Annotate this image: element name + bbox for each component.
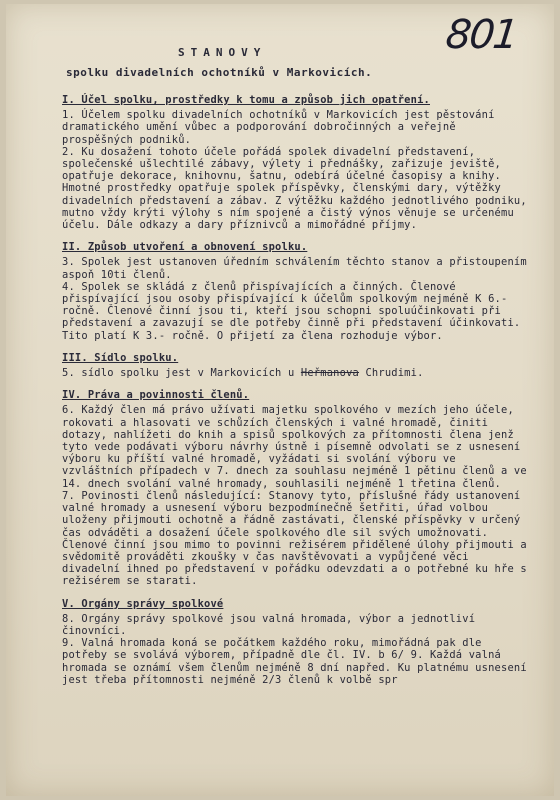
seat-text: 5. sídlo spolku jest v Markovicích u: [62, 367, 295, 380]
paragraph: 3. Spolek jest ustanoven úředním schválením těchto stanov a přistoupením aspoň 10ti členů.: [62, 256, 534, 281]
paragraph: 9. Valná hromada koná se počátkem každého roku, mimořádná pak dle potřeby se svolává výborem, případně dle čl. IV. b 6/ 9. Každá valná hromada se oznámí všem členům nejméně 8 dní napřed. Ku platnému usnesení jest třeba přítomnosti nejméně 2/3 členů k volbě spr: [62, 637, 534, 686]
section-heading: I. Účel spolku, prostředky k tomu a způsob jich opatření.: [62, 94, 430, 106]
document-page: [6, 4, 554, 796]
paragraph: 1. Účelem spolku divadelních ochotníků v Markovicích jest pěstování dramatického umění vůbec a podporování dobročinných a veřejně prospěšných podniků.: [62, 109, 501, 146]
section-heading: IV. Práva a povinnosti členů.: [62, 389, 250, 402]
document-subtitle: spolku divadelních ochotníků v Markovicích.: [66, 66, 373, 79]
document-title: STANOVY: [178, 46, 267, 59]
paragraph: 4. Spolek se skládá z členů přispívajících a činných. Členové přispívající jsou osoby přispívající k účelům spolkovým nejméně K 6.- ročně. Členové činní jsou ti, kteří jsou schopni spoluúčinkovati při představení a zavazují se dle potřeby činně při představení účinkovati. Tito platí K 3.- ročně. O přijetí za člena rozhoduje výbor.: [62, 280, 527, 342]
paragraph: 6. Každý člen má právo užívati majetku spolkového v mezích jeho účele, rokovati a hlasovati ve schůzích členských i valné hromadě, činiti dotazy, nahlížeti do knih a spisů spolkových za přítomnosti člena jenž tyto vede podávati výboru návrhy ústně i písemně odvolati se z usnesení výboru ku příští valné hromadě, vyžádati si svolání výboru ve vzvláštních případech v 7. dnech za souhlasu nejméně 1 pětinu členů a ve 14. dnech svolání valné hromady, souhlasili nejméně 1 třetina členů.: [62, 404, 534, 490]
seat-text-end: Chrudimi.: [365, 367, 424, 380]
struck-word: Heřmanova: [300, 367, 359, 380]
section-heading: II. Způsob utvoření a obnovení spolku.: [62, 241, 308, 254]
paragraph: 7. Povinosti členů následující: Stanovy tyto, příslušné řády ustanovení valné hromady a usnesení výboru bezpodmínečně šetřiti, úřad volbou uloženy přijmouti ochotně a řádně zastávati, členské příspěvky v určený čas odváděti a dosažení účele spolkového dle sil svých umožnovati. Členové činní jsou mimo to povinni režisérem přidělené úlohy přijmouti a svědomitě prováděti zkoušky v čas navštěvovati a vypůjčené věci divadelní ihned po představení v pořádku odevzdati a o potřebné ku hře s režisérem se starati.: [62, 489, 534, 588]
document-body: [62, 94, 532, 686]
section-heading: V. Orgány správy spolkové: [62, 597, 224, 610]
paragraph: 8. Orgány správy spolkové jsou valná hromada, výbor a jednotliví činovníci.: [62, 612, 482, 637]
paragraph: 2. Ku dosažení tohoto účele pořádá spolek divadelní představení, společenské ušlechtilé zábavy, výlety i přednášky, zařizuje jeviště, opatřuje dekorace, knihovnu, šatnu, odebírá účelné časopisy a knihy. Hmotné prostředky opatřuje spolek příspěvky, členskými dary, výtěžky divadelních představení a zábav. Z výtěžku každého jednotlivého podniku, mutno vždy krýti výlohy s ním spojené a čistý výnos věnuje se určenému účelu. Dále odkazy a dary příznivců a mimořádné příjmy.: [62, 145, 534, 232]
paragraph: [62, 367, 532, 379]
section-heading: III. Sídlo spolku.: [62, 351, 179, 364]
handwritten-page-number: 801: [443, 12, 519, 58]
